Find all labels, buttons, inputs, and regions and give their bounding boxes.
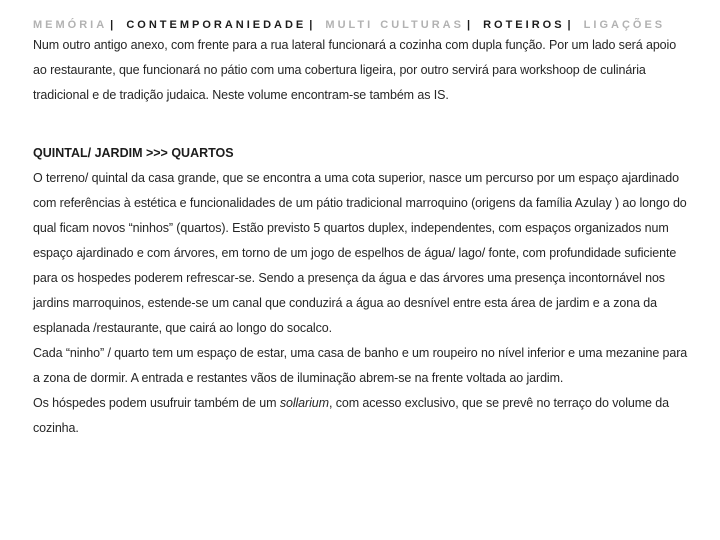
paragraph-rooms xyxy=(33,341,692,441)
nav-separator: | xyxy=(466,19,474,31)
sollarium-text-after: , com acesso exclusivo, que se prevê no terraço do volume da cozinha. xyxy=(33,396,669,435)
nav-item-multi-culturas[interactable]: MULTI CULTURAS xyxy=(325,19,464,31)
paragraph-garden: O terreno/ quintal da casa grande, que se encontra a uma cota superior, nasce um percurso por um espaço ajardinado com referências à estética e funcionalidades de um pátio tradicional marroquino (origens da família Azulay ) ao longo do qual ficam novos “ninhos” (quartos). Estão previsto 5 quartos duplex, independentes, com espaços organizados num espaço ajardinado e com árvores, em torno de um jogo de espelhos de água/ lago/ fonte, com profundidade suficiente para os hospedes poderem refrescar-se. Sendo a presença da água e das árvores uma presença incontornável nos jardins marroquinos, estende-se um canal que conduzirá a água ao desnível entre esta área de jardim e a zona da esplanada /restaurante, que cairá ao longo do socalco. xyxy=(33,171,687,335)
sollarium-text-before: Os hóspedes podem usufruir também de um xyxy=(33,396,280,410)
nav-item-roteiros[interactable]: ROTEIROS xyxy=(483,19,565,31)
nav-item-memoria[interactable]: MEMÓRIA xyxy=(33,19,108,31)
nav-item-ligacoes[interactable]: LIGAÇÕES xyxy=(583,19,666,31)
sollarium-text xyxy=(33,391,692,441)
section-heading: QUINTAL/ JARDIM >>> QUARTOS xyxy=(33,146,234,160)
paragraph-intro: Num outro antigo anexo, com frente para a rua lateral funcionará a cozinha com dupla função. Por um lado será apoio ao restaurante, que funcionará no pátio com uma cobertura ligeira, por outro servirá para workshoop de culinária tradicional e de tradição judaica. Neste volume encontram-se também as IS. xyxy=(33,38,677,102)
sollarium-word-italic: sollarium xyxy=(279,396,329,410)
rooms-text: Cada “ninho” / quarto tem um espaço de estar, uma casa de banho e um roupeiro no nível inferior e uma mezanine para a zona de dormir. A entrada e restantes vãos de iluminação abrem-se na frente voltada ao jardim. xyxy=(33,346,688,385)
top-nav xyxy=(33,17,692,33)
nav-separator: | xyxy=(567,19,574,31)
nav-separator: | xyxy=(110,19,117,31)
nav-separator: | xyxy=(309,19,316,31)
nav-item-contemporaniedade[interactable]: CONTEMPORANIEDADE xyxy=(126,19,307,31)
